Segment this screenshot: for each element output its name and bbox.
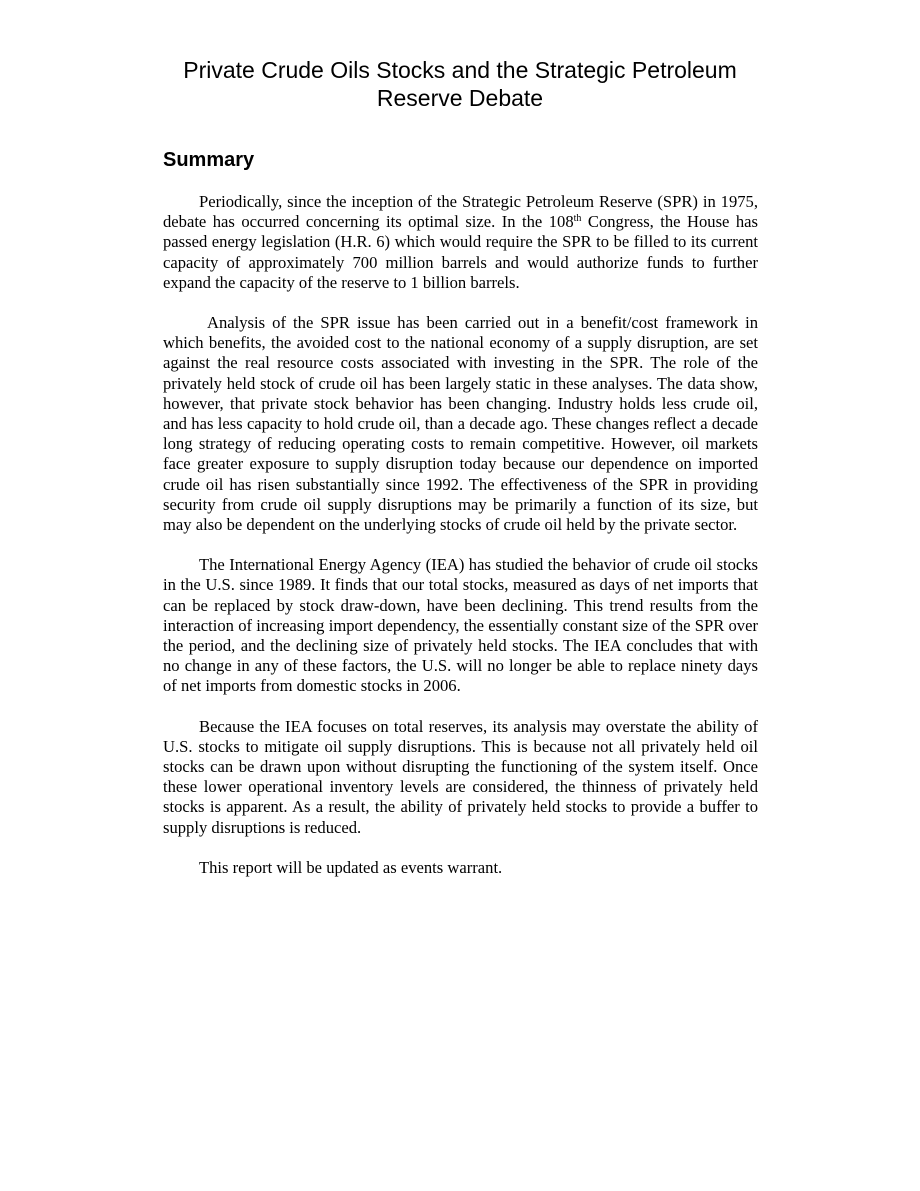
- summary-paragraph-4: Because the IEA focuses on total reserves, its analysis may overstate the ability of U.S. stocks to mitigate oil supply disruptions. This is because not all privately held oil stocks can be drawn upon without disrupting the functioning of the system itself. Once these lower operational inventory levels are considered, the thinness of privately held stocks is apparent. As a result, the ability of privately held stocks to provide a buffer to supply disruptions is reduced.: [163, 716, 758, 837]
- title-line-1: Private Crude Oils Stocks and the Strategic Petroleum: [183, 57, 737, 83]
- summary-paragraph-1: [163, 192, 758, 293]
- summary-paragraph-5: This report will be updated as events warrant.: [199, 857, 503, 877]
- summary-heading: Summary: [163, 149, 255, 171]
- document-title: [160, 56, 760, 112]
- paragraph-1-text-end: Congress, the House has passed energy legislation (H.R. 6) which would require the SPR to be filled to its current capacity of approximately 700 million barrels and would authorize funds to further expand the capacity of the reserve to 1 billion barrels.: [163, 212, 758, 292]
- summary-paragraph-3: The International Energy Agency (IEA) has studied the behavior of crude oil stocks in the U.S. since 1989. It finds that our total stocks, measured as days of net imports that can be replaced by stock draw-down, have been declining. This trend results from the interaction of increasing import dependency, the essentially constant size of the SPR over the period, and the declining size of privately held stocks. The IEA concludes that with no change in any of these factors, the U.S. will no longer be able to replace ninety days of net imports from domestic stocks in 2006.: [163, 555, 758, 696]
- summary-paragraph-2: Analysis of the SPR issue has been carried out in a benefit/cost framework in which benefits, the avoided cost to the national economy of a supply disruption, are set against the real resource costs associated with investing in the SPR. The role of the privately held stock of crude oil has been largely static in these analyses. The data show, however, that private stock behavior has been changing. Industry holds less crude oil, and has less capacity to hold crude oil, than a decade ago. These changes reflect a decade long strategy of reducing operating costs to remain competitive. However, oil markets face greater exposure to supply disruption today because our dependence on imported crude oil has risen substantially since 1992. The effectiveness of the SPR in providing security from crude oil supply disruptions may be primarily a function of its size, but may also be dependent on the underlying stocks of crude oil held by the private sector.: [163, 313, 758, 535]
- title-line-2: Reserve Debate: [376, 85, 544, 111]
- paragraph-1-text-start: Periodically, since the inception of the Strategic Petroleum Reserve (SPR) in 1975, debate has occurred concerning its optimal size. In the 108: [163, 192, 758, 232]
- summary-body: [163, 192, 758, 898]
- ordinal-superscript: th: [573, 213, 582, 225]
